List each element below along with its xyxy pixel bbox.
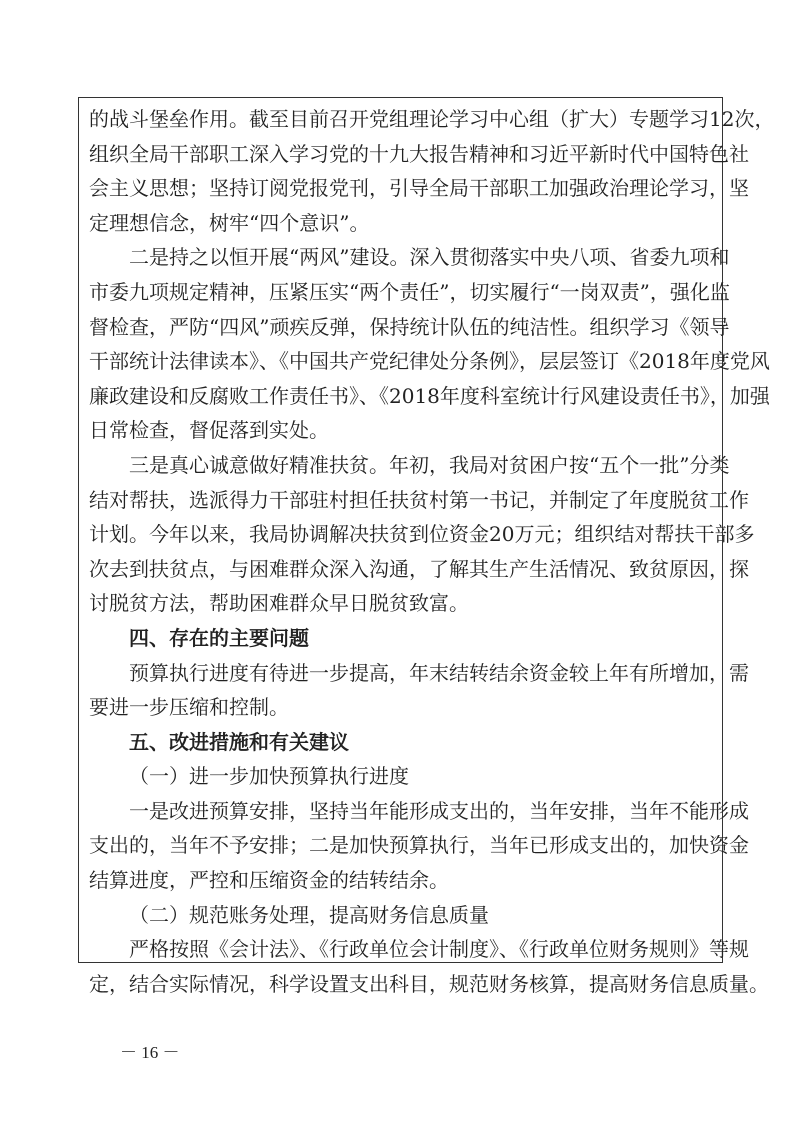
text-line: 结算进度，严控和压缩资金的结转结余。 [89, 868, 449, 893]
section-heading [89, 725, 714, 760]
text-line: 会主义思想；坚持订阅党报党刊，引导全局干部职工加强政治理论学习，坚 [89, 176, 749, 201]
paragraph [89, 448, 755, 621]
text-line: 三是真心诚意做好精准扶贫。年初，我局对贫困户按“五个一批”分类 [129, 452, 730, 477]
paragraph [89, 932, 769, 1001]
text-line: 严格按照《会计法》、《行政单位会计制度》、《行政单位财务规则》等规 [129, 937, 749, 962]
paragraph [89, 794, 749, 898]
text-line: 五、改进措施和有关建议 [129, 729, 349, 754]
text-line: （一）进一步加快预算执行进度 [129, 764, 409, 789]
document-body [89, 102, 775, 1001]
text-line: 计划。今年以来，我局协调解决扶贫到位资金20万元；组织结对帮扶干部多 [89, 522, 755, 547]
text-line: 二是持之以恒开展“两风”建设。深入贯彻落实中央八项、省委九项和 [129, 245, 730, 270]
text-line: 组织全局干部职工深入学习党的十九大报告精神和习近平新时代中国特色社 [89, 141, 749, 166]
text-line: 要进一步压缩和控制。 [89, 695, 289, 720]
paragraph [89, 759, 714, 794]
text-line: 讨脱贫方法，帮助困难群众早日脱贫致富。 [89, 591, 469, 616]
page-number: － 16 － [120, 1043, 180, 1062]
text-line: 市委九项规定精神，压紧压实“两个责任”，切实履行“一岗双责”，强化监 [89, 279, 730, 304]
text-line: 督检查，严防“四风”顽疾反弹，保持统计队伍的纯洁性。组织学习《领导 [89, 314, 730, 339]
text-line: 次去到扶贫点，与困难群众深入沟通，了解其生产生活情况、致贫原因，探 [89, 556, 749, 581]
text-line: 一是改进预算安排，坚持当年能形成支出的，当年安排，当年不能形成 [129, 798, 749, 823]
text-line: 结对帮扶，选派得力干部驻村担任扶贫村第一书记，并制定了年度脱贫工作 [89, 487, 749, 512]
section-heading [89, 621, 714, 656]
paragraph [89, 656, 749, 725]
text-line: 定理想信念，树牢“四个意识”。 [89, 210, 370, 235]
text-line: 日常检查，督促落到实处。 [89, 418, 329, 443]
paragraph [89, 240, 770, 448]
text-line: 干部统计法律读本》、《中国共产党纪律处分条例》，层层签订《2018年度党风 [89, 349, 770, 374]
text-line: 定，结合实际情况，科学设置支出科目，规范财务核算，提高财务信息质量。 [89, 971, 769, 996]
text-line: 预算执行进度有待进一步提高，年末结转结余资金较上年有所增加，需 [129, 660, 749, 685]
text-line: 支出的，当年不予安排；二是加快预算执行，当年已形成支出的，加快资金 [89, 833, 749, 858]
paragraph [89, 102, 775, 240]
text-line: 廉政建设和反腐败工作责任书》、《2018年度科室统计行风建设责任书》，加强 [89, 383, 770, 408]
content-frame [78, 97, 775, 996]
text-line: （二）规范账务处理，提高财务信息质量 [129, 902, 489, 927]
paragraph [89, 898, 714, 933]
text-line: 四、存在的主要问题 [129, 625, 309, 650]
text-line: 的战斗堡垒作用。截至目前召开党组理论学习中心组（扩大）专题学习12次， [89, 107, 775, 131]
